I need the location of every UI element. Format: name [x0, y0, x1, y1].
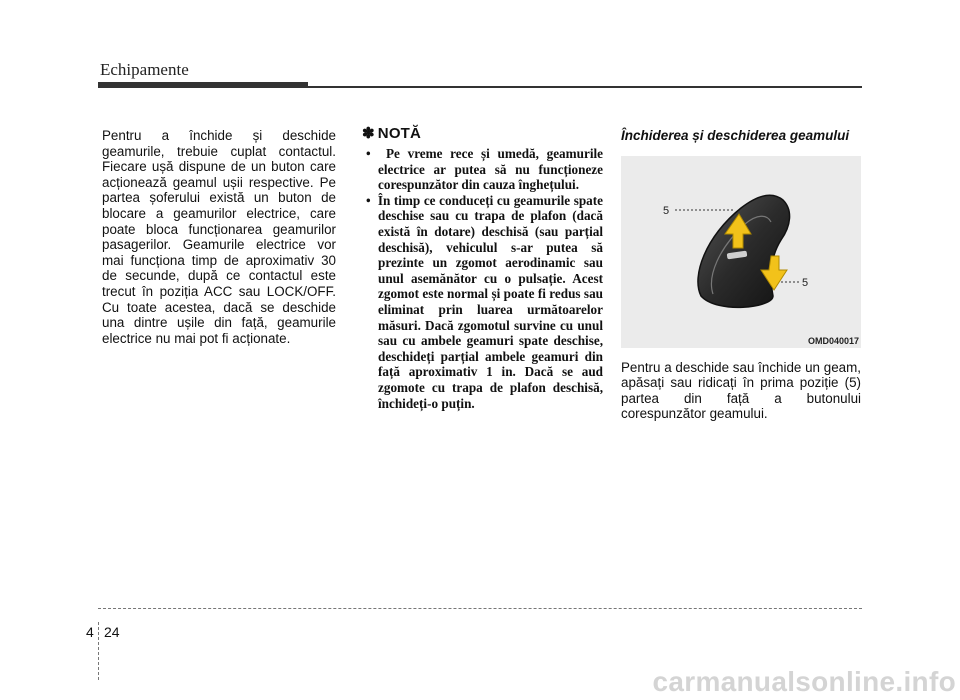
note-heading — [362, 124, 603, 142]
footer-rule — [98, 608, 862, 609]
section-subheading: Închiderea și deschiderea geamului — [621, 128, 850, 143]
note-star-icon: ✽ — [362, 125, 375, 142]
figure-code: OMD040017 — [807, 335, 859, 346]
intro-column — [102, 128, 336, 346]
note-item-text: Pe vreme rece și umedă, geamurile electrice ar putea să nu funcționeze corespunzător din cauza înghețului. — [378, 146, 603, 193]
note-heading-text: NOTĂ — [377, 125, 422, 142]
label-5-top: 5 — [663, 204, 670, 217]
header-rule — [98, 86, 862, 88]
window-operation-column — [621, 128, 861, 435]
window-switch-figure — [621, 156, 861, 348]
window-operation-paragraph: Pentru a deschide sau închide un geam, apăsați sau ridicați în prima poziție (5) partea din față a butonului corespunzător geamului. — [621, 359, 861, 422]
note-item — [358, 146, 603, 193]
note-list — [358, 146, 603, 411]
bullet-icon: • — [366, 146, 371, 161]
label-5-bottom: 5 — [802, 276, 809, 289]
footer-divider — [98, 622, 99, 680]
chapter-number: 4 — [86, 624, 94, 640]
header-title: Echipamente — [100, 60, 189, 79]
window-switch-illustration — [621, 156, 861, 348]
note-item — [358, 193, 603, 411]
watermark: carmanualsonline.info — [652, 666, 956, 697]
intro-paragraph: Pentru a închide și deschide geamurile, trebuie cuplat contactul. Fiecare ușă dispune de un buton care acționează geamul ușii respective. Pe partea șoferului există un buton de blocare a geamurilor electrice, care poate bloca funcționarea geamurilor pasagerilor. Geamurile electrice vor mai funcționa timp de aproximativ 30 de secunde, după ce contactul este trecut în poziția ACC sau LOCK/OFF. Cu toate acestea, dacă se deschide una dintre ușile din față, geamurile electrice nu mai pot fi acționate. — [102, 128, 336, 346]
bullet-icon: • — [366, 192, 371, 208]
note-item-text: În timp ce conduceți cu geamurile spate deschise sau cu trapa de plafon (dacă există în dotare) deschisă (sau parțial deschisă), vehiculul s-ar putea să prezinte un zgomot aerodinamic sau unul asemănător cu o pulsație. Acest zgomot este normal și poate fi redus sau eliminat prin luarea următoarelor măsuri. Dacă zgomotul survine cu unul sau cu ambele geamuri spate deschise, deschideți parțial ambele geamuri din față aproximativ 1 in. Dacă se aud zgomote cu trapa de plafon deschisă, închideți-o puțin. — [377, 192, 603, 411]
note-column — [358, 124, 603, 411]
page-number: 24 — [104, 624, 120, 640]
